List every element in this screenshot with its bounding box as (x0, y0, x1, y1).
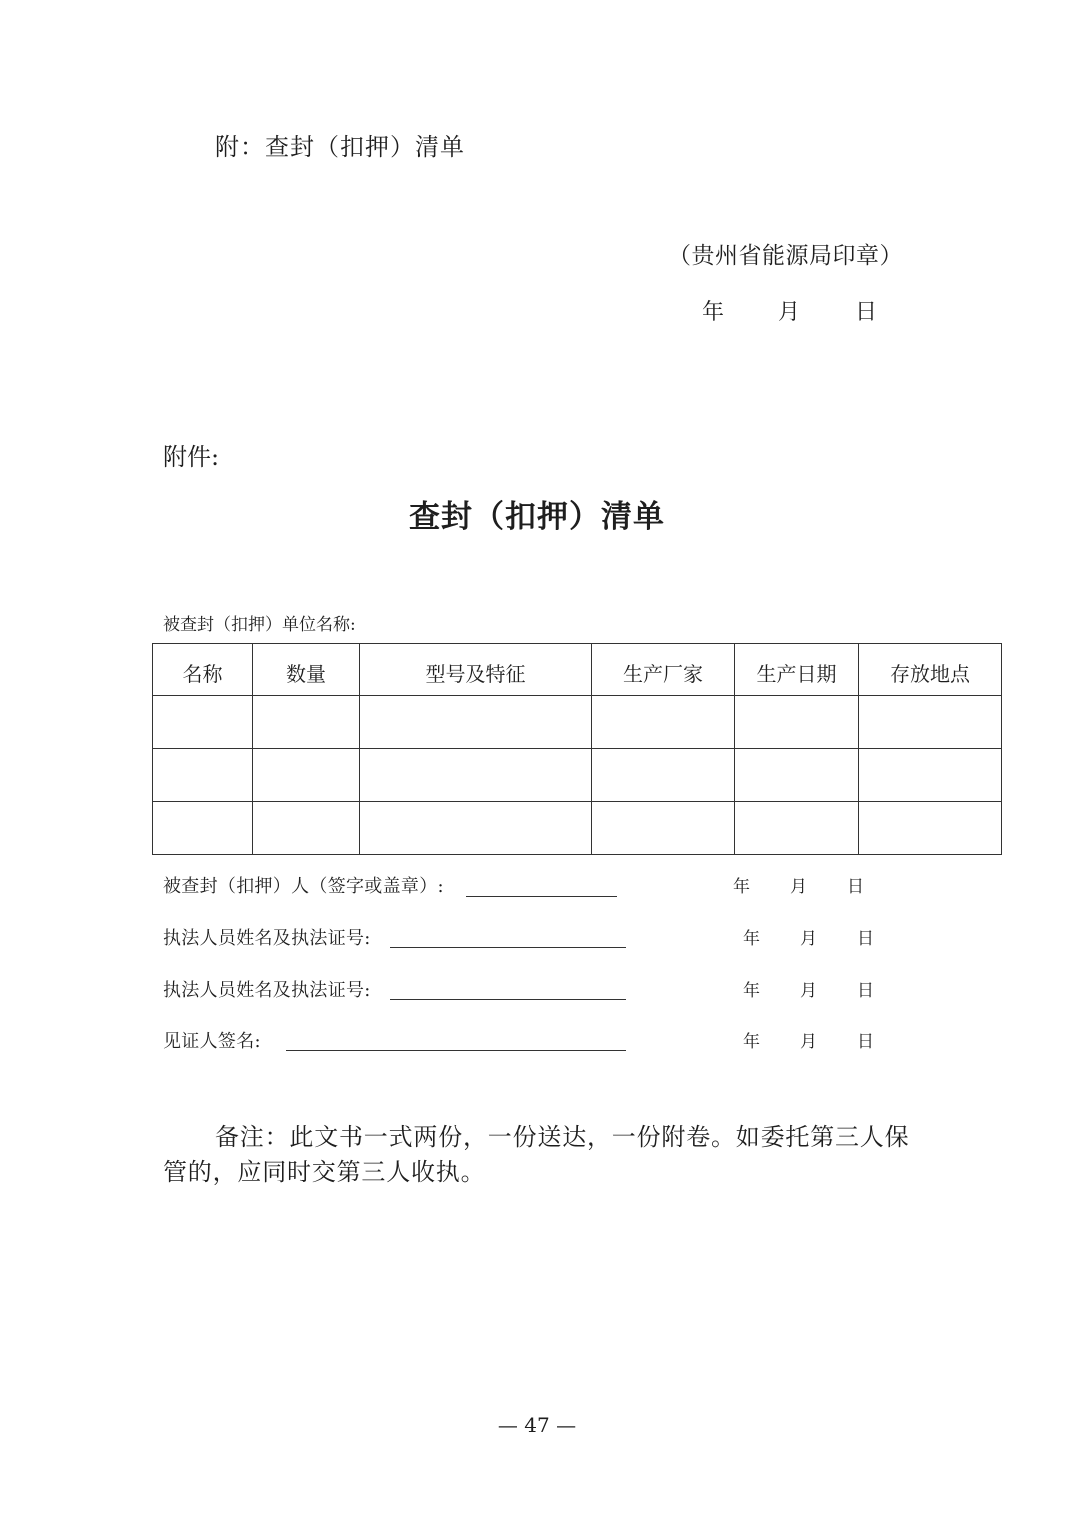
unit-name-label: 被查封（扣押）单位名称: (163, 615, 356, 635)
header-name: 名称 (153, 644, 253, 696)
table-cell (592, 802, 735, 855)
header-model: 型号及特征 (360, 644, 592, 696)
table-cell (735, 802, 859, 855)
table-cell (735, 749, 859, 802)
page-title: 查封（扣押）清单 (409, 499, 665, 535)
signature-date-month: 月 (800, 1032, 817, 1052)
header-quantity: 数量 (253, 644, 360, 696)
officer-1-signature-label: 执法人员姓名及执法证号: (163, 928, 371, 949)
table-cell (360, 696, 592, 749)
signature-date-day: 日 (857, 1032, 874, 1052)
signature-date-day: 日 (857, 929, 874, 949)
signature-date-year: 年 (743, 929, 760, 949)
header-storage-location: 存放地点 (859, 644, 1002, 696)
seized-party-signature-label: 被查封（扣押）人（签字或盖章）: (163, 876, 444, 897)
page-number: — 47 — (497, 1413, 577, 1437)
table-cell (153, 802, 253, 855)
officer-2-signature-label: 执法人员姓名及执法证号: (163, 980, 371, 1001)
date-year: 年 (702, 300, 725, 325)
signature-date-day: 日 (857, 981, 874, 1001)
attachment-note: 附：查封（扣押）清单 (215, 133, 465, 161)
header-production-date: 生产日期 (735, 644, 859, 696)
table-cell (360, 802, 592, 855)
table-cell (253, 802, 360, 855)
table-cell (735, 696, 859, 749)
table-cell (153, 749, 253, 802)
signature-line (286, 1050, 626, 1051)
signature-date-year: 年 (743, 981, 760, 1001)
date-day: 日 (855, 300, 878, 325)
seizure-list-table (152, 643, 1002, 855)
signature-line (466, 896, 617, 897)
signature-line (390, 999, 626, 1000)
signature-date-day: 日 (847, 877, 864, 897)
table-cell (859, 696, 1002, 749)
table-cell (592, 696, 735, 749)
table-cell (859, 802, 1002, 855)
signature-date-year: 年 (733, 877, 750, 897)
annex-label: 附件: (163, 443, 220, 471)
table-cell (859, 749, 1002, 802)
signature-date-year: 年 (743, 1032, 760, 1052)
remarks-line-2: 管的，应同时交第三人收执。 (163, 1158, 486, 1186)
table-cell (253, 749, 360, 802)
table-cell (153, 696, 253, 749)
witness-signature-label: 见证人签名: (163, 1031, 261, 1052)
table-row (153, 696, 1002, 749)
remarks-line-1: 备注：此文书一式两份，一份送达，一份附卷。如委托第三人保 (215, 1123, 910, 1151)
header-manufacturer: 生产厂家 (592, 644, 735, 696)
signature-date-month: 月 (800, 981, 817, 1001)
table-cell (360, 749, 592, 802)
table-header-row (153, 644, 1002, 696)
signature-date-month: 月 (800, 929, 817, 949)
seal-note: （贵州省能源局印章） (668, 243, 903, 269)
signature-line (390, 947, 626, 948)
table-cell (253, 696, 360, 749)
table-row (153, 749, 1002, 802)
signature-date-month: 月 (790, 877, 807, 897)
table-row (153, 802, 1002, 855)
table-cell (592, 749, 735, 802)
date-month: 月 (778, 300, 801, 325)
